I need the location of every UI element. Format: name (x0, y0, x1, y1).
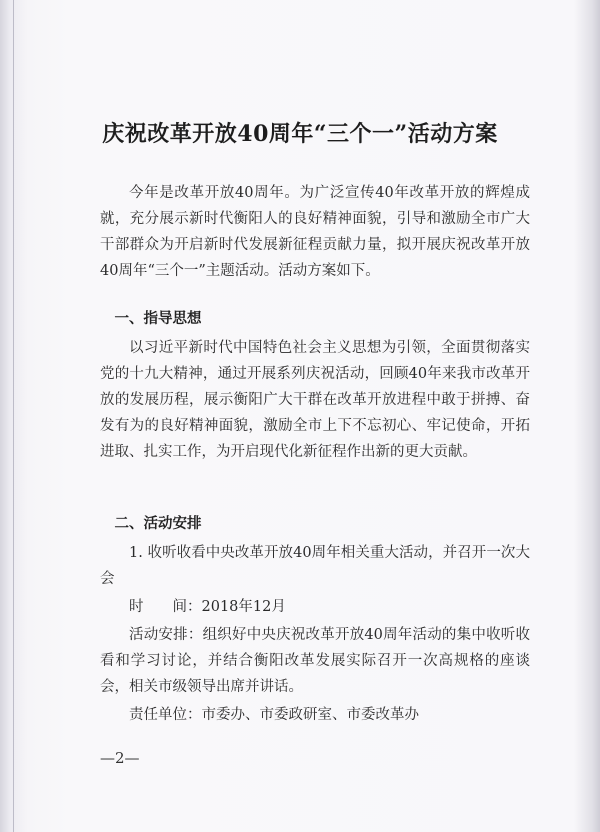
document-title: 庆祝改革开放40周年“三个一”活动方案 (102, 121, 498, 147)
item1-responsible: 责任单位：市委办、市委政研室、市委改革办 (129, 707, 419, 723)
intro-paragraph: 今年是改革开放40周年。为广泛宣传40年改革开放的辉煌成就，充分展示新时代衡阳人的良好精神面貌，引导和激励全市广大干部群众为开启新时代发展新征程贡献力量，拟开展庆祝改革开放40周年“三个一”主题活动。活动方案如下。 (100, 185, 530, 279)
item1-time: 时 间：2018年12月 (129, 599, 286, 615)
section1-paragraph: 以习近平新时代中国特色社会主义思想为引领，全面贯彻落实党的十九大精神，通过开展系列庆祝活动，回顾40年来我市改革开放的发展历程，展示衡阳广大干群在改革开放进程中敢于拼搏、奋发有为的良好精神面貌，激励全市上下不忘初心、牢记使命，开拓进取、扎实工作，为开启现代化新征程作出新的更大贡献。 (100, 340, 530, 460)
item1-title: 1. 收听收看中央改革开放40周年相关重大活动，并召开一次大会 (100, 545, 530, 587)
page-number: —2— (100, 749, 140, 767)
section-activities (100, 508, 530, 728)
section2-heading: 二、活动安排 (114, 516, 202, 532)
item1-arrangement: 活动安排：组织好中央庆祝改革开放40周年活动的集中收听收看和学习讨论，并结合衡阳改革发展实际召开一次高规格的座谈会，相关市级领导出席并讲话。 (100, 627, 530, 695)
section-guiding-thought (100, 303, 530, 465)
intro-block (100, 180, 530, 284)
section1-heading: 一、指导思想 (114, 311, 202, 327)
